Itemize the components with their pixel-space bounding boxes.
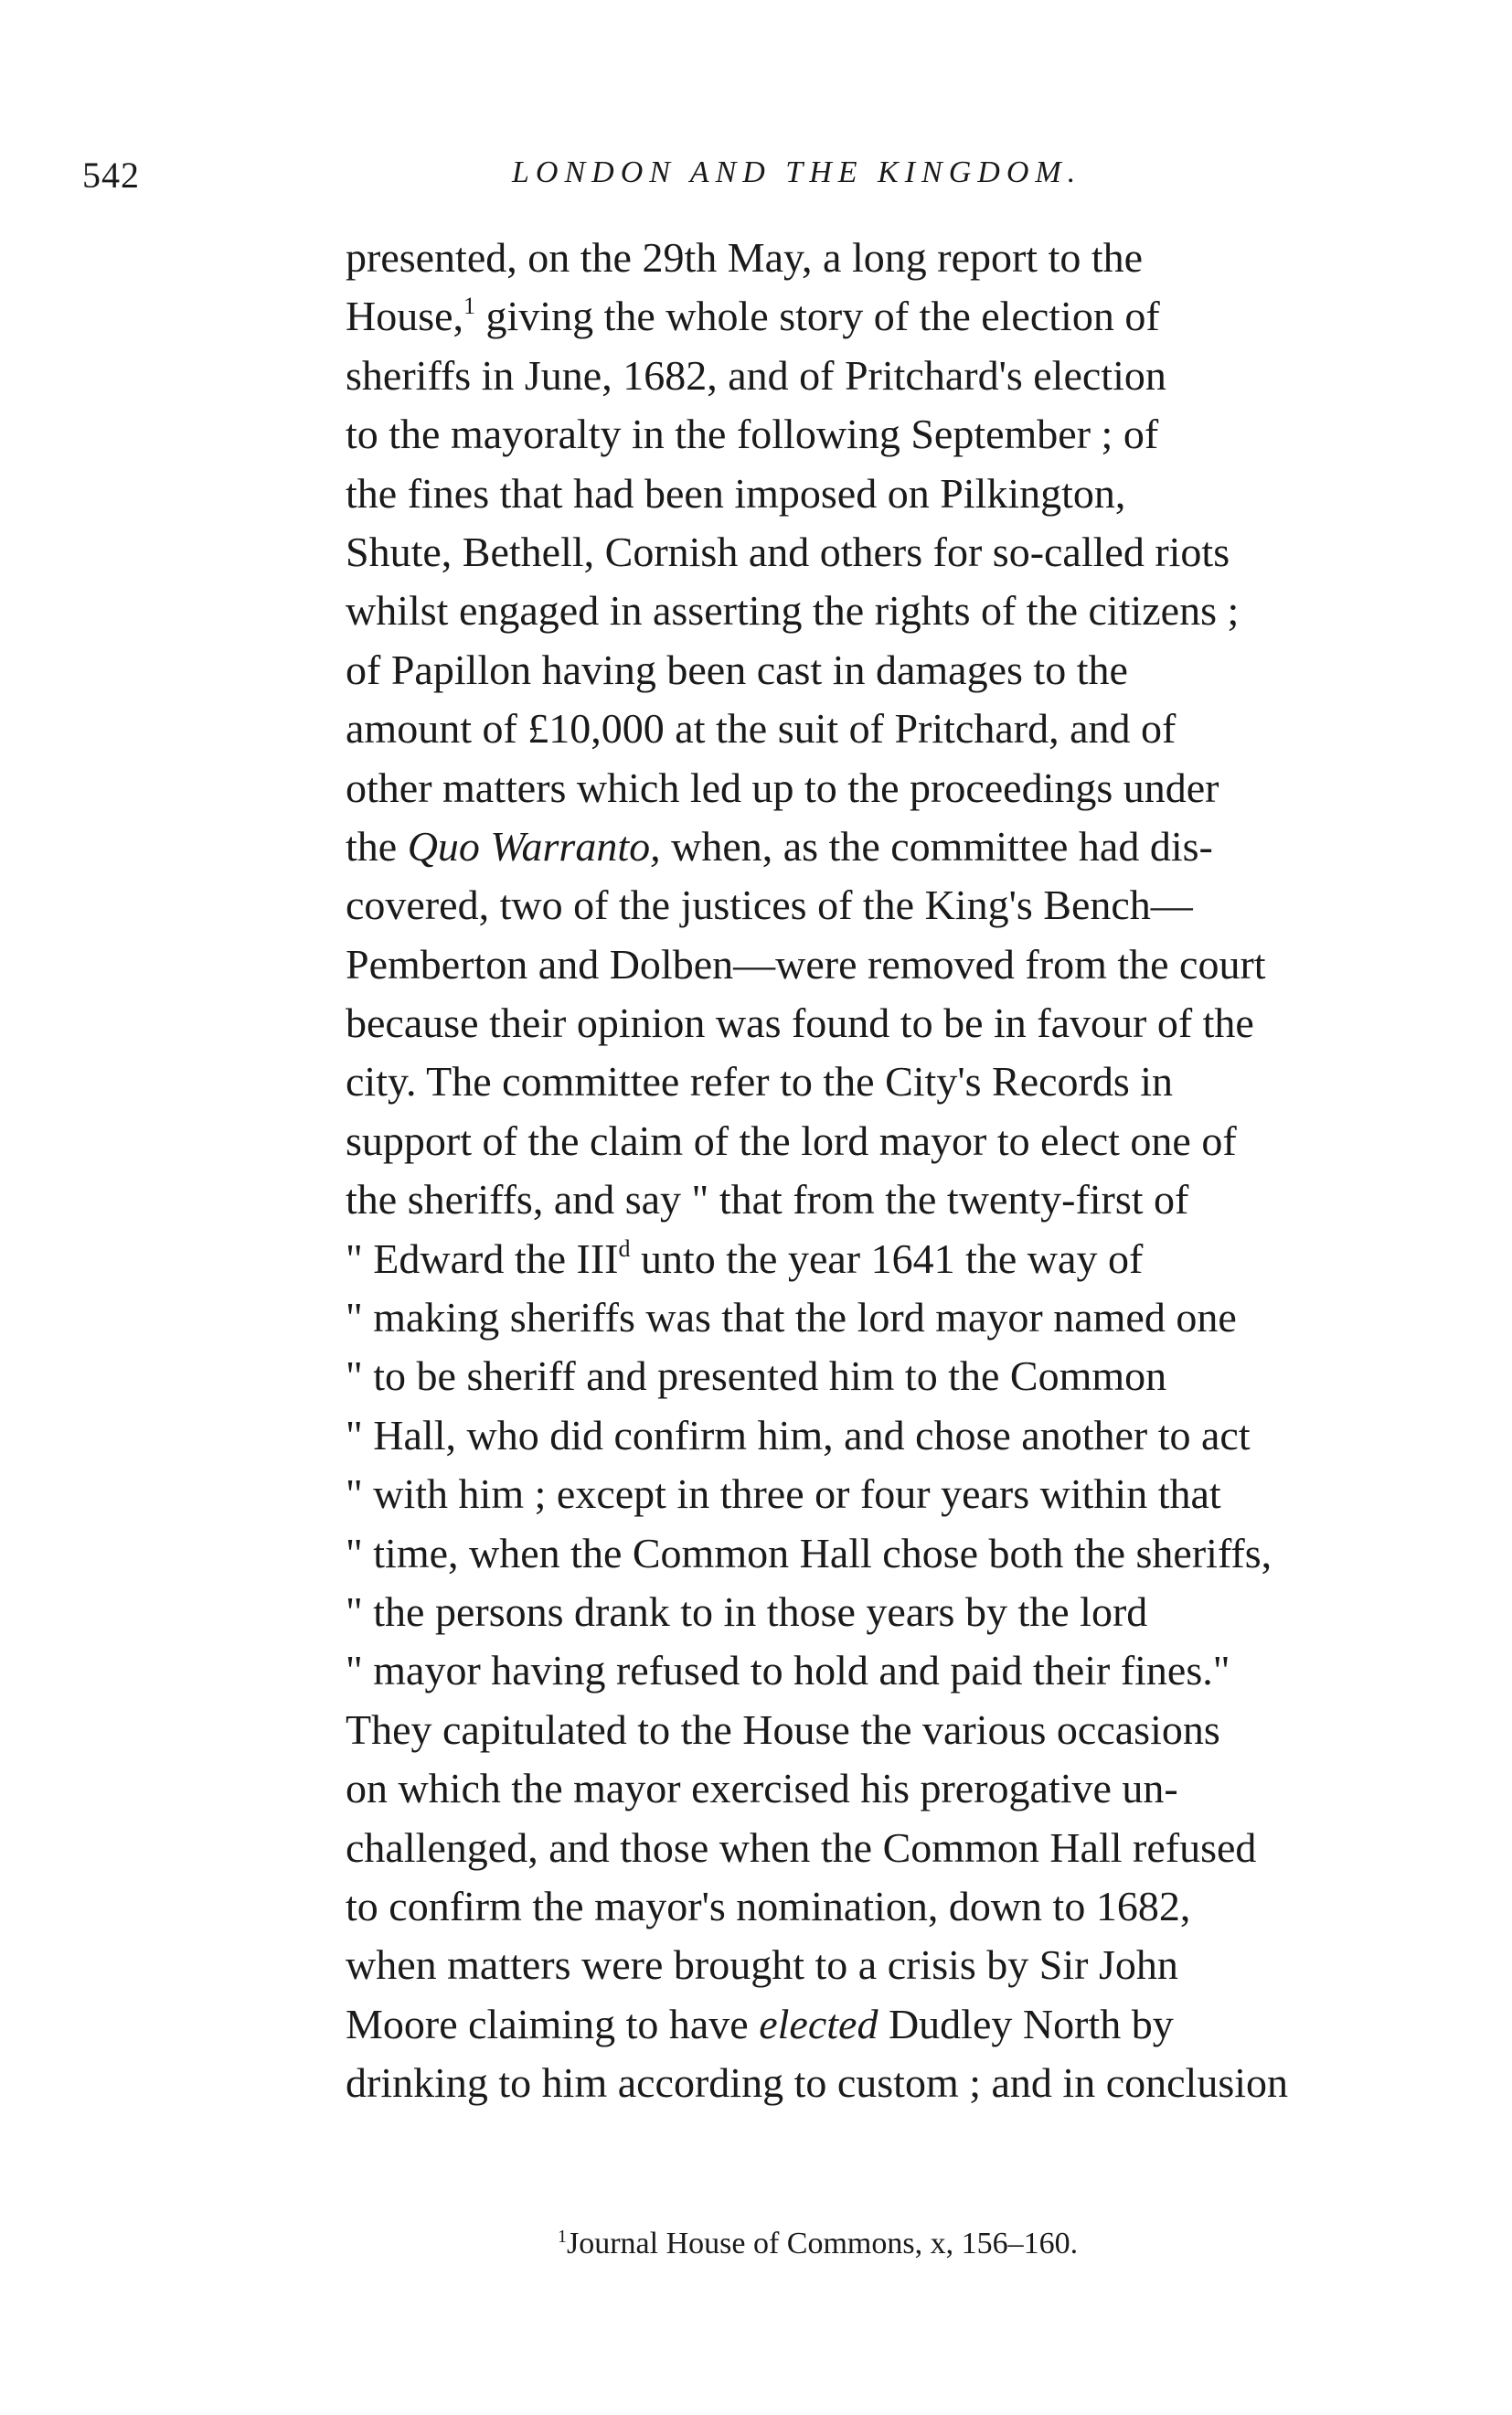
text-line: " to be sheriff and presented him to the Common	[346, 1352, 1167, 1400]
text-line: presented, on the 29th May, a long report to the	[346, 234, 1144, 281]
text-line: to confirm the mayor's nomination, down to 1682,	[346, 1882, 1191, 1929]
text-line: support of the claim of the lord mayor to elect one of	[346, 1117, 1237, 1164]
text-line: on which the mayor exercised his prerogative un-	[346, 1765, 1178, 1812]
superscript: d	[618, 1234, 631, 1262]
italic-title: Quo Warranto,	[407, 822, 661, 870]
text-line: " with him ; except in three or four years within that	[346, 1470, 1221, 1518]
text-line: the fines that had been imposed on Pilkington,	[346, 469, 1126, 517]
text-line: because their opinion was found to be in favour of the	[346, 999, 1254, 1047]
text-line: " making sheriffs was that the lord mayor named one	[346, 1294, 1237, 1341]
text-line: " time, when the Common Hall chose both the sheriffs,	[346, 1529, 1272, 1576]
text-line: other matters which led up to the proceedings under	[346, 764, 1219, 811]
text-line: challenged, and those when the Common Hall refused	[346, 1823, 1257, 1871]
footnote-reference: 1	[463, 293, 476, 320]
text-line: " Edward the III$^d$ unto the year 1641 the way of	[346, 1234, 1144, 1282]
text-line: drinking to him according to custom ; and in conclusion	[346, 2059, 1289, 2107]
text-line: when matters were brought to a crisis by Sir John	[346, 1941, 1178, 1989]
text-line: whilst engaged in asserting the rights of the citizens ;	[346, 587, 1240, 635]
text-line: They capitulated to the House the various occasions	[346, 1705, 1220, 1753]
text-line: House,$^1$ giving the whole story of the election of	[346, 293, 1160, 340]
text-line: Shute, Bethell, Cornish and others for so-called riots	[346, 528, 1230, 575]
text-line: the Quo Warranto, when, as the committee had dis-	[346, 822, 1213, 870]
text-line: sheriffs in June, 1682, and of Pritchard's election	[346, 351, 1166, 399]
footnote	[558, 2227, 1078, 2261]
text-line: Pemberton and Dolben—were removed from the court	[346, 940, 1266, 988]
running-title: LONDON AND THE KINGDOM.	[512, 155, 1082, 189]
footnote-marker: 1	[558, 2227, 567, 2247]
text-line: to the mayoralty in the following September ; of	[346, 411, 1159, 458]
italic-word: elected	[759, 2000, 878, 2047]
text-line: the sheriffs, and say " that from the twenty-first of	[346, 1176, 1189, 1224]
text-line: of Papillon having been cast in damages to the	[346, 646, 1128, 693]
text-line: Moore claiming to have elected Dudley North by	[346, 2000, 1174, 2047]
footnote-text: Journal House of Commons, x, 156–160.	[567, 2227, 1079, 2260]
text-line: city. The committee refer to the City's Records in	[346, 1058, 1174, 1106]
body-text	[346, 229, 1406, 2113]
page-number: 542	[82, 155, 140, 196]
text-line: " Hall, who did confirm him, and chose another to act	[346, 1411, 1251, 1459]
text-line: " the persons drank to in those years by the lord	[346, 1587, 1148, 1635]
text-line: amount of £10,000 at the suit of Pritchard, and of	[346, 705, 1177, 753]
text-line: covered, two of the justices of the King's Bench—	[346, 882, 1193, 929]
text-line: " mayor having refused to hold and paid their fines."	[346, 1647, 1230, 1694]
